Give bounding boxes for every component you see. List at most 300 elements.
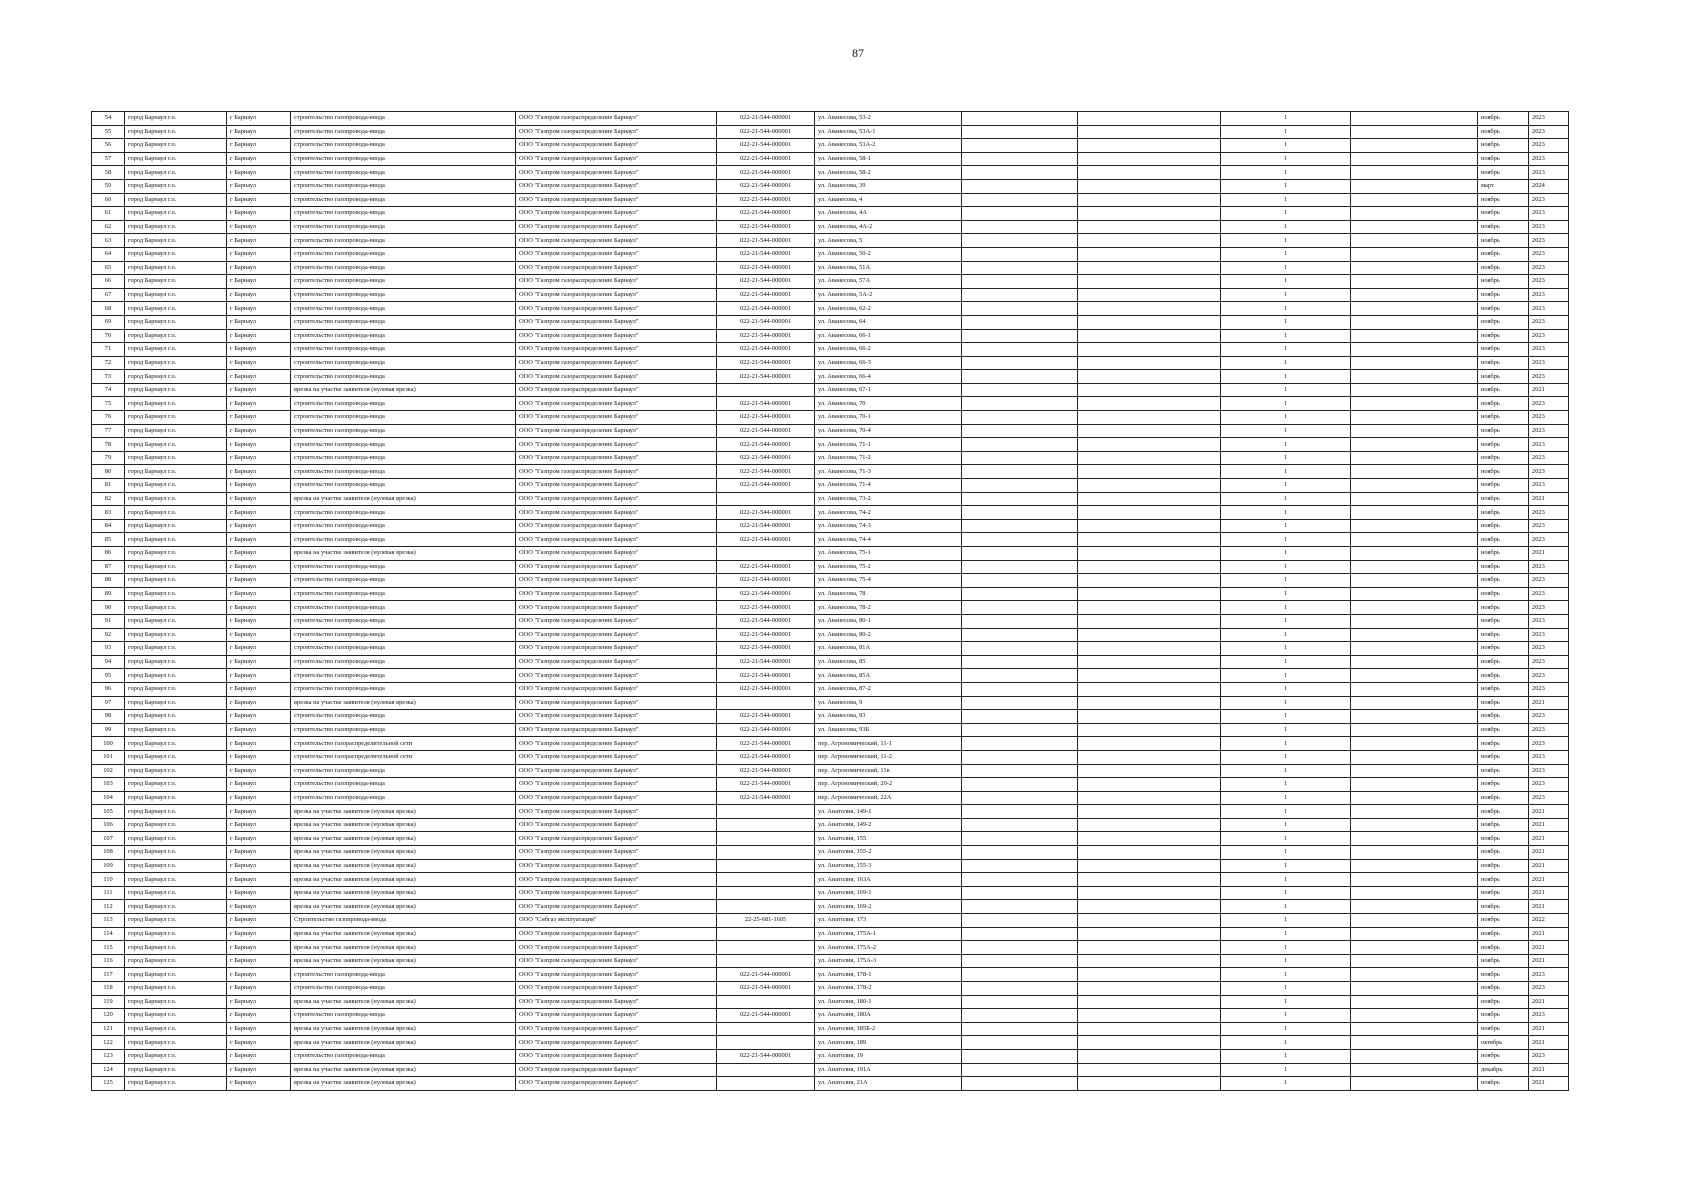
municipality-cell: город Барнаул г.о. <box>125 968 227 982</box>
blank-cell <box>1351 533 1478 547</box>
year-cell: 2023 <box>1529 411 1569 425</box>
municipality-cell: город Барнаул г.о. <box>125 818 227 832</box>
municipality-cell: город Барнаул г.о. <box>125 682 227 696</box>
municipality-cell: город Барнаул г.о. <box>125 207 227 221</box>
blank-cell <box>962 737 1078 751</box>
blank-cell <box>962 859 1078 873</box>
blank-cell <box>1078 696 1221 710</box>
municipality-cell: город Барнаул г.о. <box>125 587 227 601</box>
quantity-cell: 1 <box>1221 601 1351 615</box>
blank-cell <box>1078 479 1221 493</box>
blank-cell <box>1351 574 1478 588</box>
quantity-cell: 1 <box>1221 560 1351 574</box>
blank-cell <box>1351 859 1478 873</box>
blank-cell <box>1078 628 1221 642</box>
month-cell: ноябрь <box>1478 846 1529 860</box>
year-cell: 2023 <box>1529 574 1569 588</box>
municipality-cell: город Барнаул г.о. <box>125 112 227 126</box>
municipality-cell: город Барнаул г.о. <box>125 329 227 343</box>
blank-cell <box>1351 614 1478 628</box>
work-type-cell: строительство газопровода-ввода <box>291 125 516 139</box>
blank-cell <box>1351 207 1478 221</box>
quantity-cell: 1 <box>1221 438 1351 452</box>
row-number-cell: 107 <box>92 832 125 846</box>
address-cell: ул. Аванесова, 5 <box>815 234 962 248</box>
municipality-cell: город Барнаул г.о. <box>125 982 227 996</box>
municipality-cell: город Барнаул г.о. <box>125 805 227 819</box>
month-cell: ноябрь <box>1478 247 1529 261</box>
address-cell: пер. Агрономический, 11в <box>815 764 962 778</box>
quantity-cell: 1 <box>1221 655 1351 669</box>
month-cell: ноябрь <box>1478 954 1529 968</box>
quantity-cell: 1 <box>1221 465 1351 479</box>
address-cell: ул. Аванесова, 75-2 <box>815 560 962 574</box>
registry-code-cell: 022-21-544-000001 <box>717 764 815 778</box>
registry-code-cell: 022-21-544-000001 <box>717 247 815 261</box>
work-type-cell: строительство газопровода-ввода <box>291 234 516 248</box>
quantity-cell: 1 <box>1221 1049 1351 1063</box>
organization-cell: ООО "Газпром газораспределение Барнаул" <box>516 791 717 805</box>
work-type-cell: строительство газопровода-ввода <box>291 682 516 696</box>
settlement-cell: г Барнаул <box>227 560 291 574</box>
row-number-cell: 91 <box>92 614 125 628</box>
registry-code-cell: 022-21-544-000001 <box>717 451 815 465</box>
table-row <box>92 941 1569 955</box>
table-row <box>92 601 1569 615</box>
month-cell: ноябрь <box>1478 900 1529 914</box>
blank-cell <box>962 1077 1078 1091</box>
organization-cell: ООО "Газпром газораспределение Барнаул" <box>516 411 717 425</box>
year-cell: 2023 <box>1529 424 1569 438</box>
organization-cell: ООО "Газпром газораспределение Барнаул" <box>516 547 717 561</box>
municipality-cell: город Барнаул г.о. <box>125 574 227 588</box>
table-row <box>92 927 1569 941</box>
blank-cell <box>1351 492 1478 506</box>
organization-cell: ООО "Газпром газораспределение Барнаул" <box>516 506 717 520</box>
organization-cell: ООО "Газпром газораспределение Барнаул" <box>516 805 717 819</box>
registry-code-cell: 022-21-544-000001 <box>717 1009 815 1023</box>
quantity-cell: 1 <box>1221 818 1351 832</box>
blank-cell <box>1351 152 1478 166</box>
quantity-cell: 1 <box>1221 873 1351 887</box>
address-cell: ул. Анатолия, 149-2 <box>815 818 962 832</box>
work-type-cell: строительство газопровода-ввода <box>291 968 516 982</box>
organization-cell: ООО "Газпром газораспределение Барнаул" <box>516 329 717 343</box>
address-cell: ул. Аванесова, 4 <box>815 193 962 207</box>
registry-code-cell: 022-21-544-000001 <box>717 655 815 669</box>
blank-cell <box>1351 1009 1478 1023</box>
row-number-cell: 83 <box>92 506 125 520</box>
table-row <box>92 778 1569 792</box>
settlement-cell: г Барнаул <box>227 696 291 710</box>
work-type-cell: строительство газопровода-ввода <box>291 424 516 438</box>
municipality-cell: город Барнаул г.о. <box>125 900 227 914</box>
work-type-cell: строительство газопровода-ввода <box>291 533 516 547</box>
settlement-cell: г Барнаул <box>227 302 291 316</box>
blank-cell <box>962 710 1078 724</box>
row-number-cell: 109 <box>92 859 125 873</box>
organization-cell: ООО "Газпром газораспределение Барнаул" <box>516 302 717 316</box>
year-cell: 2021 <box>1529 696 1569 710</box>
municipality-cell: город Барнаул г.о. <box>125 995 227 1009</box>
address-cell: ул. Аванесова, 85 <box>815 655 962 669</box>
blank-cell <box>1351 275 1478 289</box>
month-cell: ноябрь <box>1478 288 1529 302</box>
settlement-cell: г Барнаул <box>227 315 291 329</box>
year-cell: 2023 <box>1529 655 1569 669</box>
year-cell: 2023 <box>1529 614 1569 628</box>
address-cell: ул. Аванесова, 81А <box>815 642 962 656</box>
year-cell: 2023 <box>1529 723 1569 737</box>
month-cell: ноябрь <box>1478 914 1529 928</box>
settlement-cell: г Барнаул <box>227 1009 291 1023</box>
month-cell: ноябрь <box>1478 778 1529 792</box>
month-cell: ноябрь <box>1478 112 1529 126</box>
blank-cell <box>962 438 1078 452</box>
work-type-cell: строительство газопровода-ввода <box>291 288 516 302</box>
organization-cell: ООО "Газпром газораспределение Барнаул" <box>516 397 717 411</box>
registry-code-cell: 022-21-544-000001 <box>717 288 815 302</box>
blank-cell <box>1351 886 1478 900</box>
quantity-cell: 1 <box>1221 125 1351 139</box>
month-cell: ноябрь <box>1478 941 1529 955</box>
table-body <box>92 112 1569 1091</box>
registry-code-cell: 022-21-544-000001 <box>717 574 815 588</box>
quantity-cell: 1 <box>1221 982 1351 996</box>
blank-cell <box>962 343 1078 357</box>
year-cell: 2023 <box>1529 737 1569 751</box>
blank-cell <box>1351 764 1478 778</box>
blank-cell <box>962 356 1078 370</box>
organization-cell: ООО "Газпром газораспределение Барнаул" <box>516 207 717 221</box>
organization-cell: ООО "Газпром газораспределение Барнаул" <box>516 1077 717 1091</box>
address-cell: ул. Аванесова, 66-3 <box>815 356 962 370</box>
blank-cell <box>962 655 1078 669</box>
year-cell: 2023 <box>1529 315 1569 329</box>
quantity-cell: 1 <box>1221 492 1351 506</box>
blank-cell <box>1078 234 1221 248</box>
year-cell: 2023 <box>1529 1049 1569 1063</box>
blank-cell <box>1351 479 1478 493</box>
settlement-cell: г Барнаул <box>227 112 291 126</box>
work-type-cell: строительство газопровода-ввода <box>291 193 516 207</box>
organization-cell: ООО "Газпром газораспределение Барнаул" <box>516 166 717 180</box>
registry-code-cell: 022-21-544-000001 <box>717 587 815 601</box>
blank-cell <box>962 329 1078 343</box>
municipality-cell: город Барнаул г.о. <box>125 764 227 778</box>
address-cell: ул. Аванесова, 58-1 <box>815 152 962 166</box>
registry-code-cell: 022-21-544-000001 <box>717 710 815 724</box>
quantity-cell: 1 <box>1221 193 1351 207</box>
registry-code-cell: 022-21-544-000001 <box>717 1049 815 1063</box>
row-number-cell: 72 <box>92 356 125 370</box>
table-row <box>92 438 1569 452</box>
quantity-cell: 1 <box>1221 275 1351 289</box>
month-cell: ноябрь <box>1478 642 1529 656</box>
year-cell: 2023 <box>1529 710 1569 724</box>
month-cell: ноябрь <box>1478 207 1529 221</box>
municipality-cell: город Барнаул г.о. <box>125 1009 227 1023</box>
month-cell: ноябрь <box>1478 547 1529 561</box>
row-number-cell: 74 <box>92 383 125 397</box>
municipality-cell: город Барнаул г.о. <box>125 914 227 928</box>
municipality-cell: город Барнаул г.о. <box>125 397 227 411</box>
quantity-cell: 1 <box>1221 179 1351 193</box>
address-cell: ул. Анатолия, 173 <box>815 914 962 928</box>
month-cell: ноябрь <box>1478 275 1529 289</box>
quantity-cell: 1 <box>1221 329 1351 343</box>
organization-cell: ООО "Газпром газораспределение Барнаул" <box>516 492 717 506</box>
blank-cell <box>1351 397 1478 411</box>
blank-cell <box>1078 179 1221 193</box>
settlement-cell: г Барнаул <box>227 139 291 153</box>
year-cell: 2021 <box>1529 832 1569 846</box>
address-cell: ул. Аванесова, 70-1 <box>815 411 962 425</box>
work-type-cell: строительство газопровода-ввода <box>291 791 516 805</box>
row-number-cell: 64 <box>92 247 125 261</box>
table-row <box>92 859 1569 873</box>
registry-code-cell: 022-21-544-000001 <box>717 723 815 737</box>
settlement-cell: г Барнаул <box>227 832 291 846</box>
blank-cell <box>1078 506 1221 520</box>
municipality-cell: город Барнаул г.о. <box>125 601 227 615</box>
blank-cell <box>1078 859 1221 873</box>
settlement-cell: г Барнаул <box>227 1022 291 1036</box>
table-row <box>92 465 1569 479</box>
work-type-cell: строительство газопровода-ввода <box>291 370 516 384</box>
row-number-cell: 111 <box>92 886 125 900</box>
work-type-cell: врезка на участке заявителя (нулевая врезка) <box>291 1063 516 1077</box>
quantity-cell: 1 <box>1221 927 1351 941</box>
blank-cell <box>962 941 1078 955</box>
table-row <box>92 1077 1569 1091</box>
year-cell: 2021 <box>1529 873 1569 887</box>
month-cell: ноябрь <box>1478 220 1529 234</box>
blank-cell <box>962 533 1078 547</box>
settlement-cell: г Барнаул <box>227 451 291 465</box>
year-cell: 2023 <box>1529 601 1569 615</box>
blank-cell <box>1351 995 1478 1009</box>
year-cell: 2023 <box>1529 275 1569 289</box>
organization-cell: ООО "Газпром газораспределение Барнаул" <box>516 234 717 248</box>
address-cell: ул. Анатолия, 155-2 <box>815 846 962 860</box>
address-cell: ул. Аванесова, 53-2 <box>815 112 962 126</box>
blank-cell <box>962 383 1078 397</box>
table-row <box>92 846 1569 860</box>
blank-cell <box>962 968 1078 982</box>
table-row <box>92 506 1569 520</box>
settlement-cell: г Барнаул <box>227 1049 291 1063</box>
municipality-cell: город Барнаул г.о. <box>125 723 227 737</box>
row-number-cell: 122 <box>92 1036 125 1050</box>
row-number-cell: 116 <box>92 954 125 968</box>
blank-cell <box>962 193 1078 207</box>
work-type-cell: строительство газопровода-ввода <box>291 356 516 370</box>
row-number-cell: 118 <box>92 982 125 996</box>
settlement-cell: г Барнаул <box>227 642 291 656</box>
quantity-cell: 1 <box>1221 1022 1351 1036</box>
registry-code-cell: 22-25-681-1605 <box>717 914 815 928</box>
organization-cell: ООО "Газпром газораспределение Барнаул" <box>516 710 717 724</box>
organization-cell: ООО "Газпром газораспределение Барнаул" <box>516 574 717 588</box>
quantity-cell: 1 <box>1221 166 1351 180</box>
blank-cell <box>1078 873 1221 887</box>
blank-cell <box>1078 723 1221 737</box>
work-type-cell: врезка на участке заявителя (нулевая врезка) <box>291 873 516 887</box>
blank-cell <box>1351 927 1478 941</box>
registry-code-cell: 022-21-544-000001 <box>717 397 815 411</box>
quantity-cell: 1 <box>1221 737 1351 751</box>
registry-code-cell <box>717 492 815 506</box>
table-row <box>92 886 1569 900</box>
organization-cell: ООО "Газпром газораспределение Барнаул" <box>516 193 717 207</box>
table-row <box>92 193 1569 207</box>
registry-code-cell <box>717 995 815 1009</box>
organization-cell: ООО "Газпром газораспределение Барнаул" <box>516 669 717 683</box>
municipality-cell: город Барнаул г.о. <box>125 873 227 887</box>
organization-cell: ООО "Газпром газораспределение Барнаул" <box>516 995 717 1009</box>
organization-cell: ООО "Газпром газораспределение Барнаул" <box>516 941 717 955</box>
organization-cell: ООО "Газпром газораспределение Барнаул" <box>516 778 717 792</box>
row-number-cell: 58 <box>92 166 125 180</box>
blank-cell <box>962 1049 1078 1063</box>
table-row <box>92 968 1569 982</box>
blank-cell <box>1078 112 1221 126</box>
municipality-cell: город Барнаул г.о. <box>125 737 227 751</box>
settlement-cell: г Барнаул <box>227 166 291 180</box>
registry-code-cell: 022-21-544-000001 <box>717 152 815 166</box>
registry-code-cell: 022-21-544-000001 <box>717 506 815 520</box>
quantity-cell: 1 <box>1221 642 1351 656</box>
month-cell: ноябрь <box>1478 329 1529 343</box>
organization-cell: ООО "Газпром газораспределение Барнаул" <box>516 764 717 778</box>
organization-cell: ООО "Газпром газораспределение Барнаул" <box>516 179 717 193</box>
municipality-cell: город Барнаул г.о. <box>125 220 227 234</box>
municipality-cell: город Барнаул г.о. <box>125 547 227 561</box>
address-cell: пер. Агрономический, 11-1 <box>815 737 962 751</box>
blank-cell <box>1351 547 1478 561</box>
blank-cell <box>962 723 1078 737</box>
settlement-cell: г Барнаул <box>227 329 291 343</box>
organization-cell: ООО "Газпром газораспределение Барнаул" <box>516 356 717 370</box>
registry-code-cell: 022-21-544-000001 <box>717 125 815 139</box>
row-number-cell: 94 <box>92 655 125 669</box>
month-cell: ноябрь <box>1478 166 1529 180</box>
registry-code-cell: 022-21-544-000001 <box>717 560 815 574</box>
blank-cell <box>1351 778 1478 792</box>
work-type-cell: врезка на участке заявителя (нулевая врезка) <box>291 954 516 968</box>
year-cell: 2023 <box>1529 356 1569 370</box>
address-cell: ул. Аванесова, 74-3 <box>815 519 962 533</box>
registry-code-cell: 022-21-544-000001 <box>717 968 815 982</box>
quantity-cell: 1 <box>1221 1077 1351 1091</box>
settlement-cell: г Барнаул <box>227 900 291 914</box>
blank-cell <box>962 261 1078 275</box>
year-cell: 2021 <box>1529 941 1569 955</box>
settlement-cell: г Барнаул <box>227 383 291 397</box>
year-cell: 2022 <box>1529 914 1569 928</box>
settlement-cell: г Барнаул <box>227 1063 291 1077</box>
month-cell: ноябрь <box>1478 315 1529 329</box>
settlement-cell: г Барнаул <box>227 506 291 520</box>
settlement-cell: г Барнаул <box>227 914 291 928</box>
row-number-cell: 101 <box>92 750 125 764</box>
work-type-cell: строительство газопровода-ввода <box>291 397 516 411</box>
registry-code-cell <box>717 900 815 914</box>
blank-cell <box>962 696 1078 710</box>
municipality-cell: город Барнаул г.о. <box>125 506 227 520</box>
blank-cell <box>1351 220 1478 234</box>
address-cell: ул. Анатолия, 163А <box>815 873 962 887</box>
municipality-cell: город Барнаул г.о. <box>125 1022 227 1036</box>
blank-cell <box>962 846 1078 860</box>
blank-cell <box>1078 247 1221 261</box>
month-cell: ноябрь <box>1478 669 1529 683</box>
blank-cell <box>1078 954 1221 968</box>
blank-cell <box>1351 343 1478 357</box>
registry-code-cell: 022-21-544-000001 <box>717 465 815 479</box>
blank-cell <box>1351 982 1478 996</box>
blank-cell <box>1351 750 1478 764</box>
blank-cell <box>1078 125 1221 139</box>
blank-cell <box>1078 764 1221 778</box>
row-number-cell: 108 <box>92 846 125 860</box>
municipality-cell: город Барнаул г.о. <box>125 832 227 846</box>
year-cell: 2023 <box>1529 152 1569 166</box>
municipality-cell: город Барнаул г.о. <box>125 628 227 642</box>
work-type-cell: строительство газопровода-ввода <box>291 179 516 193</box>
organization-cell: ООО "Газпром газораспределение Барнаул" <box>516 1009 717 1023</box>
blank-cell <box>962 886 1078 900</box>
year-cell: 2023 <box>1529 397 1569 411</box>
work-type-cell: врезка на участке заявителя (нулевая врезка) <box>291 1036 516 1050</box>
work-type-cell: врезка на участке заявителя (нулевая врезка) <box>291 941 516 955</box>
address-cell: пер. Агрономический, 20-2 <box>815 778 962 792</box>
blank-cell <box>1078 601 1221 615</box>
registry-code-cell <box>717 805 815 819</box>
table-row <box>92 343 1569 357</box>
month-cell: ноябрь <box>1478 533 1529 547</box>
table-row <box>92 818 1569 832</box>
blank-cell <box>962 247 1078 261</box>
blank-cell <box>1078 982 1221 996</box>
table-row <box>92 914 1569 928</box>
blank-cell <box>1078 832 1221 846</box>
quantity-cell: 1 <box>1221 343 1351 357</box>
month-cell: ноябрь <box>1478 696 1529 710</box>
registry-code-cell <box>717 1077 815 1091</box>
address-cell: ул. Аванесова, 74-2 <box>815 506 962 520</box>
address-cell: ул. Аванесова, 71-4 <box>815 479 962 493</box>
registry-code-cell: 022-21-544-000001 <box>717 479 815 493</box>
quantity-cell: 1 <box>1221 1036 1351 1050</box>
municipality-cell: город Барнаул г.о. <box>125 614 227 628</box>
address-cell: ул. Аванесова, 87-2 <box>815 682 962 696</box>
address-cell: ул. Анатолия, 19 <box>815 1049 962 1063</box>
address-cell: пер. Агрономический, 11-2 <box>815 750 962 764</box>
address-cell: ул. Аванесова, 58-2 <box>815 166 962 180</box>
quantity-cell: 1 <box>1221 479 1351 493</box>
address-cell: ул. Анатолия, 21А <box>815 1077 962 1091</box>
table-row <box>92 1009 1569 1023</box>
organization-cell: ООО "Сибгаз эксплуатация" <box>516 914 717 928</box>
work-type-cell: врезка на участке заявителя (нулевая врезка) <box>291 846 516 860</box>
organization-cell: ООО "Газпром газораспределение Барнаул" <box>516 982 717 996</box>
registry-code-cell: 022-21-544-000001 <box>717 791 815 805</box>
registry-code-cell: 022-21-544-000001 <box>717 275 815 289</box>
settlement-cell: г Барнаул <box>227 628 291 642</box>
blank-cell <box>962 519 1078 533</box>
